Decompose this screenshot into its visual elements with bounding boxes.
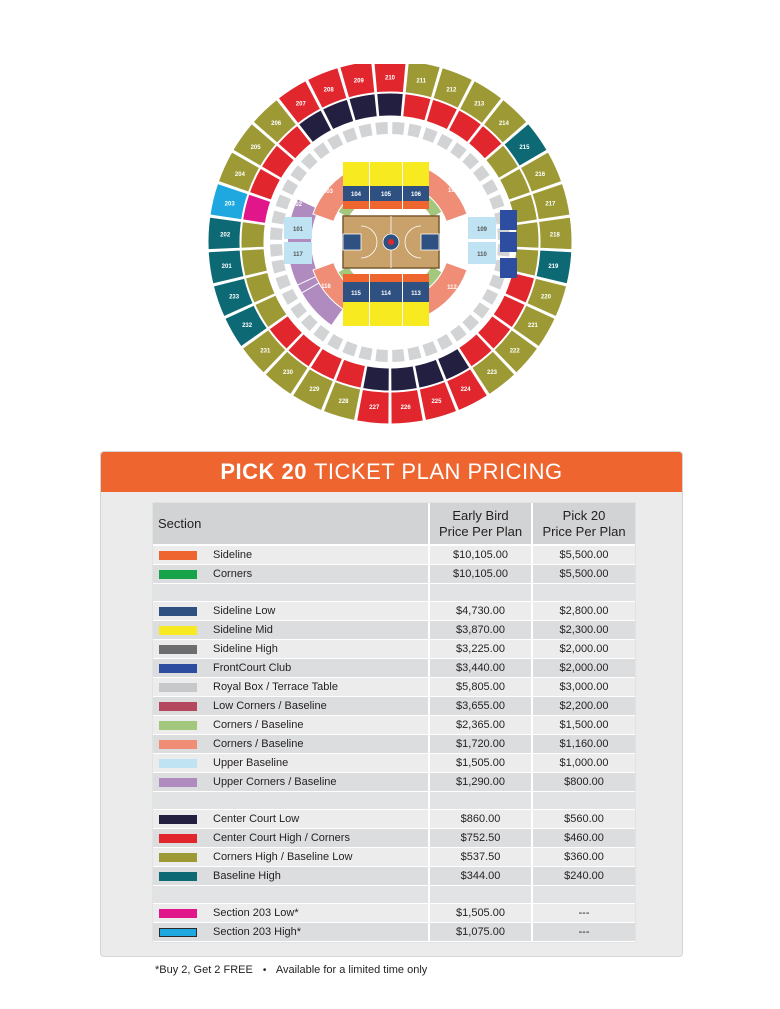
section-114 bbox=[370, 274, 402, 326]
table-row bbox=[153, 923, 635, 942]
table-row bbox=[153, 904, 635, 923]
table-row bbox=[153, 602, 635, 621]
section-cell bbox=[153, 754, 428, 773]
section-cell bbox=[153, 829, 428, 848]
royal-box-segment bbox=[270, 244, 283, 257]
table-row bbox=[153, 735, 635, 754]
svg-text:101: 101 bbox=[292, 227, 304, 233]
section-name: Sideline Mid bbox=[213, 624, 273, 636]
section-cell bbox=[153, 678, 428, 697]
pick20-price: $1,160.00 bbox=[531, 735, 635, 754]
early-bird-price: $10,105.00 bbox=[428, 565, 531, 584]
pricing-table-body bbox=[153, 546, 635, 942]
svg-text:211: 211 bbox=[416, 78, 427, 85]
section-label-111: 111 bbox=[481, 277, 491, 283]
svg-text:226: 226 bbox=[400, 404, 411, 411]
section-110 bbox=[468, 242, 496, 264]
section-name: Low Corners / Baseline bbox=[213, 700, 327, 712]
section-115 bbox=[343, 274, 369, 326]
pick20-price: $2,800.00 bbox=[531, 602, 635, 621]
section-cell bbox=[153, 923, 428, 942]
section-104 bbox=[343, 162, 369, 209]
section-cell bbox=[153, 773, 428, 792]
color-swatch bbox=[159, 683, 197, 692]
svg-text:104: 104 bbox=[350, 192, 362, 198]
color-swatch bbox=[159, 740, 197, 749]
early-bird-price: $860.00 bbox=[428, 810, 531, 829]
section-cell bbox=[153, 621, 428, 640]
svg-text:212: 212 bbox=[446, 87, 457, 94]
svg-text:228: 228 bbox=[338, 398, 349, 405]
svg-text:106: 106 bbox=[410, 192, 422, 198]
early-bird-price: $4,730.00 bbox=[428, 602, 531, 621]
table-spacer-row bbox=[153, 886, 635, 904]
svg-text:109: 109 bbox=[476, 227, 488, 233]
section-cell bbox=[153, 546, 428, 565]
svg-text:232: 232 bbox=[242, 323, 253, 329]
pick20-price: $240.00 bbox=[531, 867, 635, 886]
section-cell bbox=[153, 640, 428, 659]
color-swatch bbox=[159, 626, 197, 635]
table-row bbox=[153, 678, 635, 697]
section-210 bbox=[374, 64, 406, 117]
color-swatch bbox=[159, 834, 197, 843]
svg-text:220: 220 bbox=[540, 294, 551, 301]
early-bird-price: $752.50 bbox=[428, 829, 531, 848]
royal-box-segment bbox=[392, 349, 405, 362]
table-row bbox=[153, 621, 635, 640]
color-swatch bbox=[159, 607, 197, 616]
section-label-107: 107 bbox=[447, 188, 459, 194]
section-name: Corners / Baseline bbox=[213, 738, 304, 750]
section-name: Corners bbox=[213, 568, 253, 580]
early-bird-price: $1,505.00 bbox=[428, 754, 531, 773]
pricing-title bbox=[101, 452, 682, 492]
footnote-offer: *Buy 2, Get 2 FREE bbox=[155, 964, 253, 976]
color-swatch bbox=[159, 664, 197, 673]
table-row bbox=[153, 829, 635, 848]
svg-text:233: 233 bbox=[229, 294, 240, 301]
early-bird-price: $1,290.00 bbox=[428, 773, 531, 792]
svg-text:214: 214 bbox=[498, 121, 509, 128]
pick20-price: $5,500.00 bbox=[531, 565, 635, 584]
svg-text:213: 213 bbox=[474, 101, 485, 108]
frontcourt-club-block bbox=[500, 232, 517, 252]
section-name: Upper Corners / Baseline bbox=[213, 776, 337, 788]
early-bird-price: $1,505.00 bbox=[428, 904, 531, 923]
svg-text:203: 203 bbox=[224, 201, 235, 208]
pick20-price: $3,000.00 bbox=[531, 678, 635, 697]
pricing-title-light: TICKET PLAN PRICING bbox=[313, 459, 563, 484]
pricing-table-header bbox=[153, 503, 635, 546]
header-early-bird bbox=[428, 503, 531, 546]
section-cell bbox=[153, 810, 428, 829]
section-label-103: 103 bbox=[322, 189, 334, 195]
color-swatch bbox=[159, 872, 197, 881]
early-bird-price: $537.50 bbox=[428, 848, 531, 867]
svg-text:205: 205 bbox=[250, 144, 261, 151]
color-swatch bbox=[159, 570, 197, 579]
table-row bbox=[153, 546, 635, 565]
table-row bbox=[153, 659, 635, 678]
color-swatch bbox=[159, 909, 197, 918]
svg-text:216: 216 bbox=[535, 171, 546, 178]
early-bird-price: $5,805.00 bbox=[428, 678, 531, 697]
color-swatch bbox=[159, 702, 197, 711]
section-name: Corners / Baseline bbox=[213, 719, 304, 731]
section-label-116: 116 bbox=[321, 284, 331, 290]
svg-text:208: 208 bbox=[323, 87, 334, 94]
section-cell bbox=[153, 735, 428, 754]
early-bird-price: $3,225.00 bbox=[428, 640, 531, 659]
table-row bbox=[153, 754, 635, 773]
pick20-price: --- bbox=[531, 904, 635, 923]
color-swatch bbox=[159, 778, 197, 787]
svg-text:223: 223 bbox=[486, 370, 498, 377]
early-bird-price: $10,105.00 bbox=[428, 546, 531, 565]
footnote bbox=[155, 964, 427, 976]
section-cell bbox=[153, 904, 428, 923]
section-name: Sideline High bbox=[213, 643, 278, 655]
svg-text:210: 210 bbox=[384, 75, 396, 82]
section-label-112: 112 bbox=[447, 285, 457, 291]
pricing-title-bold: PICK 20 bbox=[220, 459, 307, 484]
section-name: Section 203 Low* bbox=[213, 907, 299, 919]
pick20-price: $2,000.00 bbox=[531, 640, 635, 659]
svg-text:229: 229 bbox=[309, 387, 320, 394]
table-row bbox=[153, 848, 635, 867]
svg-text:105: 105 bbox=[380, 192, 392, 198]
royal-box-segment bbox=[375, 349, 388, 362]
header-early-bird-line2: Price Per Plan bbox=[438, 523, 523, 539]
pick20-price: $560.00 bbox=[531, 810, 635, 829]
svg-text:204: 204 bbox=[234, 171, 245, 178]
arena-seating-chart bbox=[200, 64, 580, 424]
svg-text:113: 113 bbox=[411, 291, 421, 297]
svg-text:225: 225 bbox=[431, 398, 442, 405]
section-label-102: 102 bbox=[291, 202, 303, 208]
svg-text:115: 115 bbox=[351, 291, 361, 297]
svg-text:201: 201 bbox=[221, 263, 232, 270]
color-swatch bbox=[159, 645, 197, 654]
table-row bbox=[153, 810, 635, 829]
pricing-table bbox=[153, 503, 635, 942]
svg-text:222: 222 bbox=[509, 348, 520, 355]
section-cell bbox=[153, 659, 428, 678]
svg-text:215: 215 bbox=[519, 144, 530, 151]
frontcourt-club-block bbox=[500, 258, 517, 278]
table-row bbox=[153, 716, 635, 735]
table-row bbox=[153, 867, 635, 886]
color-swatch bbox=[159, 815, 197, 824]
table-row bbox=[153, 565, 635, 584]
early-bird-price: $1,720.00 bbox=[428, 735, 531, 754]
svg-text:117: 117 bbox=[293, 252, 303, 258]
svg-text:217: 217 bbox=[545, 201, 556, 208]
section-cell bbox=[153, 716, 428, 735]
svg-text:218: 218 bbox=[549, 232, 560, 239]
table-row bbox=[153, 697, 635, 716]
section-name: Center Court Low bbox=[213, 813, 300, 825]
section-101 bbox=[284, 217, 312, 239]
pick20-price: $2,200.00 bbox=[531, 697, 635, 716]
header-section: Section bbox=[153, 503, 428, 546]
svg-text:227: 227 bbox=[369, 404, 380, 411]
pick20-price: $1,500.00 bbox=[531, 716, 635, 735]
early-bird-price: $1,075.00 bbox=[428, 923, 531, 942]
section-cell bbox=[153, 602, 428, 621]
color-swatch bbox=[159, 928, 197, 937]
svg-text:207: 207 bbox=[295, 101, 306, 108]
royal-box-segment bbox=[392, 122, 405, 135]
section-105 bbox=[370, 162, 402, 209]
royal-box-segment bbox=[375, 122, 388, 135]
pick20-price: $2,300.00 bbox=[531, 621, 635, 640]
section-label-108: 108 bbox=[477, 201, 489, 207]
early-bird-price: $3,655.00 bbox=[428, 697, 531, 716]
early-bird-price: $3,870.00 bbox=[428, 621, 531, 640]
pick20-price: $800.00 bbox=[531, 773, 635, 792]
svg-text:219: 219 bbox=[548, 263, 559, 270]
pick20-price: $2,000.00 bbox=[531, 659, 635, 678]
header-pick20-line2: Price Per Plan bbox=[542, 523, 626, 539]
table-spacer-row bbox=[153, 584, 635, 602]
pick20-price: --- bbox=[531, 923, 635, 942]
section-name: Baseline High bbox=[213, 870, 281, 882]
early-bird-price: $3,440.00 bbox=[428, 659, 531, 678]
early-bird-price: $344.00 bbox=[428, 867, 531, 886]
pricing-panel bbox=[100, 451, 683, 957]
table-row bbox=[153, 773, 635, 792]
section-109 bbox=[468, 217, 496, 239]
table-row bbox=[153, 640, 635, 659]
section-113 bbox=[403, 274, 429, 326]
section-117 bbox=[284, 242, 312, 264]
frontcourt-club-block bbox=[500, 210, 517, 230]
color-swatch bbox=[159, 759, 197, 768]
section-name: Center Court High / Corners bbox=[213, 832, 350, 844]
header-pick20-line1: Pick 20 bbox=[562, 507, 606, 523]
svg-text:114: 114 bbox=[381, 291, 391, 297]
pick20-price: $360.00 bbox=[531, 848, 635, 867]
svg-text:231: 231 bbox=[260, 348, 271, 355]
svg-text:206: 206 bbox=[271, 121, 282, 128]
section-cell bbox=[153, 697, 428, 716]
table-spacer-row bbox=[153, 792, 635, 810]
svg-text:230: 230 bbox=[282, 370, 294, 377]
svg-text:110: 110 bbox=[477, 252, 487, 258]
svg-text:209: 209 bbox=[353, 78, 364, 85]
color-swatch bbox=[159, 853, 197, 862]
section-name: Sideline Low bbox=[213, 605, 276, 617]
basketball-court bbox=[343, 216, 439, 268]
royal-box-segment bbox=[270, 227, 283, 240]
header-early-bird-line1: Early Bird bbox=[452, 507, 509, 523]
section-name: Corners High / Baseline Low bbox=[213, 851, 353, 863]
section-cell bbox=[153, 867, 428, 886]
section-name: Sideline bbox=[213, 549, 253, 561]
svg-text:221: 221 bbox=[527, 323, 538, 329]
svg-text:224: 224 bbox=[460, 387, 471, 394]
section-106 bbox=[403, 162, 429, 209]
section-name: Section 203 High* bbox=[213, 926, 302, 938]
color-swatch bbox=[159, 721, 197, 730]
section-cell bbox=[153, 565, 428, 584]
pick20-price: $1,000.00 bbox=[531, 754, 635, 773]
pick20-price: $460.00 bbox=[531, 829, 635, 848]
section-cell bbox=[153, 848, 428, 867]
section-name: FrontCourt Club bbox=[213, 662, 292, 674]
section-name: Upper Baseline bbox=[213, 757, 289, 769]
pick20-price: $5,500.00 bbox=[531, 546, 635, 565]
header-pick20 bbox=[531, 503, 635, 546]
section-name: Royal Box / Terrace Table bbox=[213, 681, 338, 693]
footnote-bullet: • bbox=[262, 965, 267, 976]
footnote-limited: Available for a limited time only bbox=[275, 964, 428, 976]
early-bird-price: $2,365.00 bbox=[428, 716, 531, 735]
svg-text:202: 202 bbox=[220, 232, 231, 239]
color-swatch bbox=[159, 551, 197, 560]
